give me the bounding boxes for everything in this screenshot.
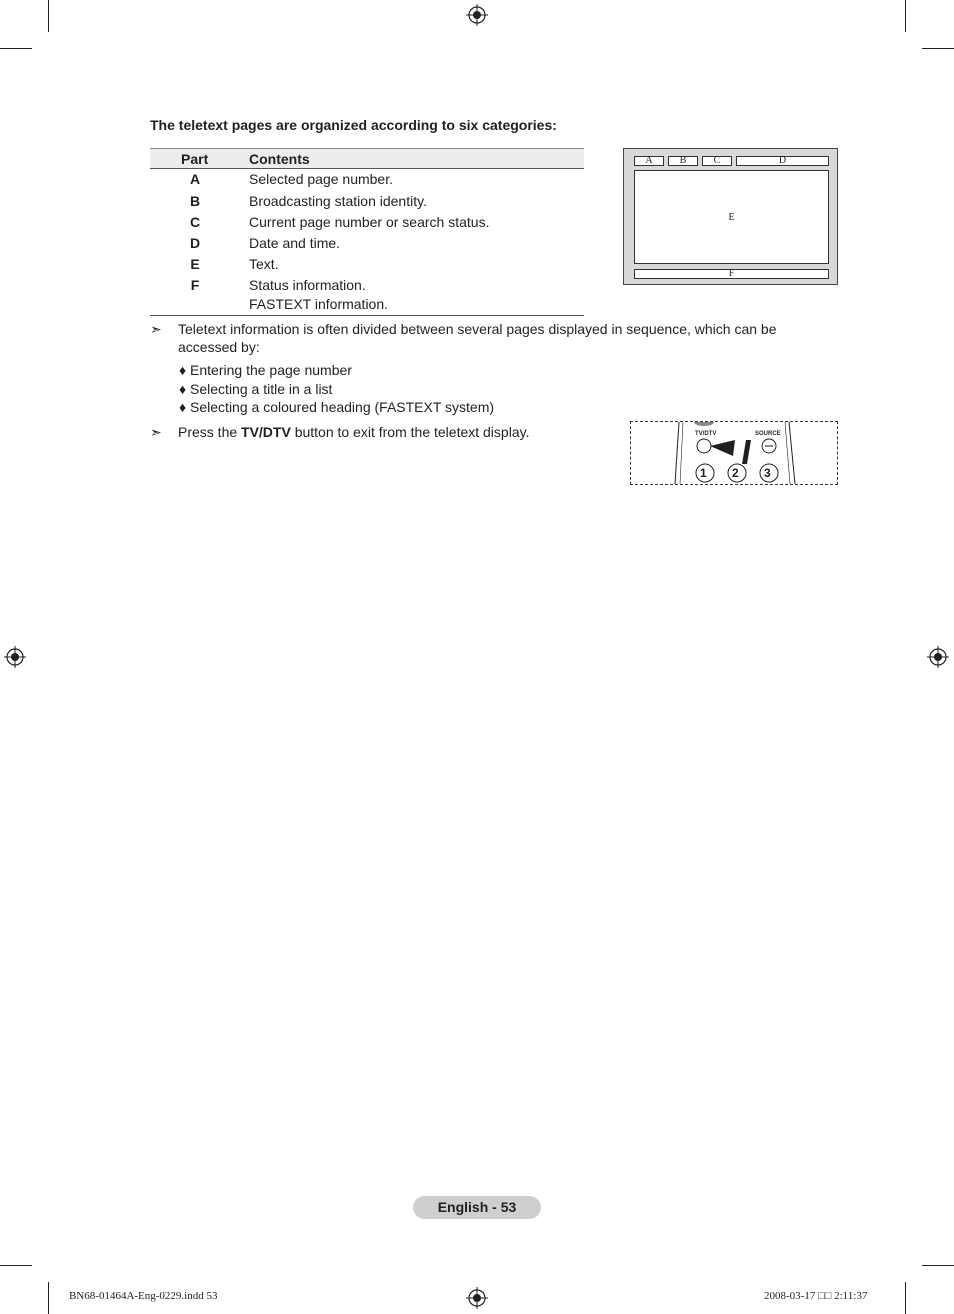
row-desc: Current page number or search status.	[249, 214, 490, 230]
source-key-label: SOURCE	[755, 431, 781, 437]
row-desc: Selected page number.	[249, 171, 393, 187]
row-desc: FASTEXT information.	[249, 296, 389, 312]
registration-mark-icon	[466, 1287, 488, 1309]
table-row	[150, 171, 584, 191]
table-row	[150, 193, 584, 213]
diagram-label-f: F	[634, 269, 829, 279]
row-desc: Date and time.	[249, 235, 341, 251]
diagram-label-c: C	[702, 156, 732, 166]
diagram-label-b: B	[668, 156, 698, 166]
row-desc: Status information.	[249, 277, 366, 293]
crop-mark	[48, 1282, 49, 1314]
list-item: ♦ Entering the page number	[179, 362, 352, 378]
crop-mark	[0, 1265, 32, 1266]
table-row	[150, 214, 584, 234]
crop-mark	[0, 48, 32, 49]
diagram-label-d: D	[736, 156, 829, 166]
table-bottom-rule	[150, 315, 584, 316]
teletext-screen-diagram	[623, 148, 838, 285]
list-item: ♦ Selecting a coloured heading (FASTEXT system)	[179, 399, 495, 415]
crop-mark	[922, 48, 954, 49]
section-heading: The teletext pages are organized according to six categories:	[150, 117, 557, 133]
tvdtv-key-label: TV/DTV	[695, 431, 717, 437]
row-part: B	[189, 193, 201, 209]
crop-mark	[922, 1265, 954, 1266]
row-desc: Text.	[249, 256, 279, 272]
note-exit-teletext	[150, 423, 590, 443]
crop-mark	[905, 0, 906, 32]
key-1: 1	[700, 466, 707, 480]
tvdtv-button-name: TV/DTV	[241, 424, 291, 440]
row-part: D	[189, 235, 201, 251]
remote-control-illustration	[630, 421, 838, 485]
note-text-pre: Press the	[178, 424, 242, 440]
table-row	[150, 296, 584, 316]
key-3: 3	[764, 466, 771, 480]
crop-mark	[905, 1282, 906, 1314]
note-arrow-icon: ➣	[150, 424, 162, 440]
table-row	[150, 235, 584, 255]
table-row	[150, 277, 584, 297]
diagram-label-e: E	[634, 170, 829, 264]
list-item: ♦ Selecting a title in a list	[179, 381, 333, 397]
registration-mark-icon	[466, 4, 488, 26]
table-header	[150, 148, 584, 169]
row-part: A	[189, 171, 201, 187]
registration-mark-icon	[4, 646, 26, 668]
column-header-contents: Contents	[249, 151, 310, 167]
table-row	[150, 256, 584, 276]
row-desc: Broadcasting station identity.	[249, 193, 427, 209]
diagram-label-a: A	[634, 156, 664, 166]
note-teletext-info	[150, 320, 830, 360]
row-part: F	[190, 277, 200, 293]
column-header-part: Part	[181, 151, 209, 167]
key-2: 2	[732, 466, 739, 480]
row-part: C	[189, 214, 201, 230]
crop-mark	[48, 0, 49, 32]
registration-mark-icon	[927, 646, 949, 668]
row-part: E	[190, 256, 200, 272]
categories-table	[150, 148, 584, 316]
page-number-label: English - 53	[413, 1196, 541, 1219]
slug-timestamp: 2008-03-17 □□ 2:11:37	[764, 1290, 868, 1302]
note-text-post: button to exit from the teletext display.	[290, 424, 530, 440]
note-arrow-icon: ➣	[150, 321, 162, 337]
note-text: Teletext information is often divided between several pages displayed in sequence, which can be accessed by:	[178, 321, 777, 355]
slug-filename: BN68-01464A-Eng-0229.indd 53	[69, 1290, 218, 1302]
